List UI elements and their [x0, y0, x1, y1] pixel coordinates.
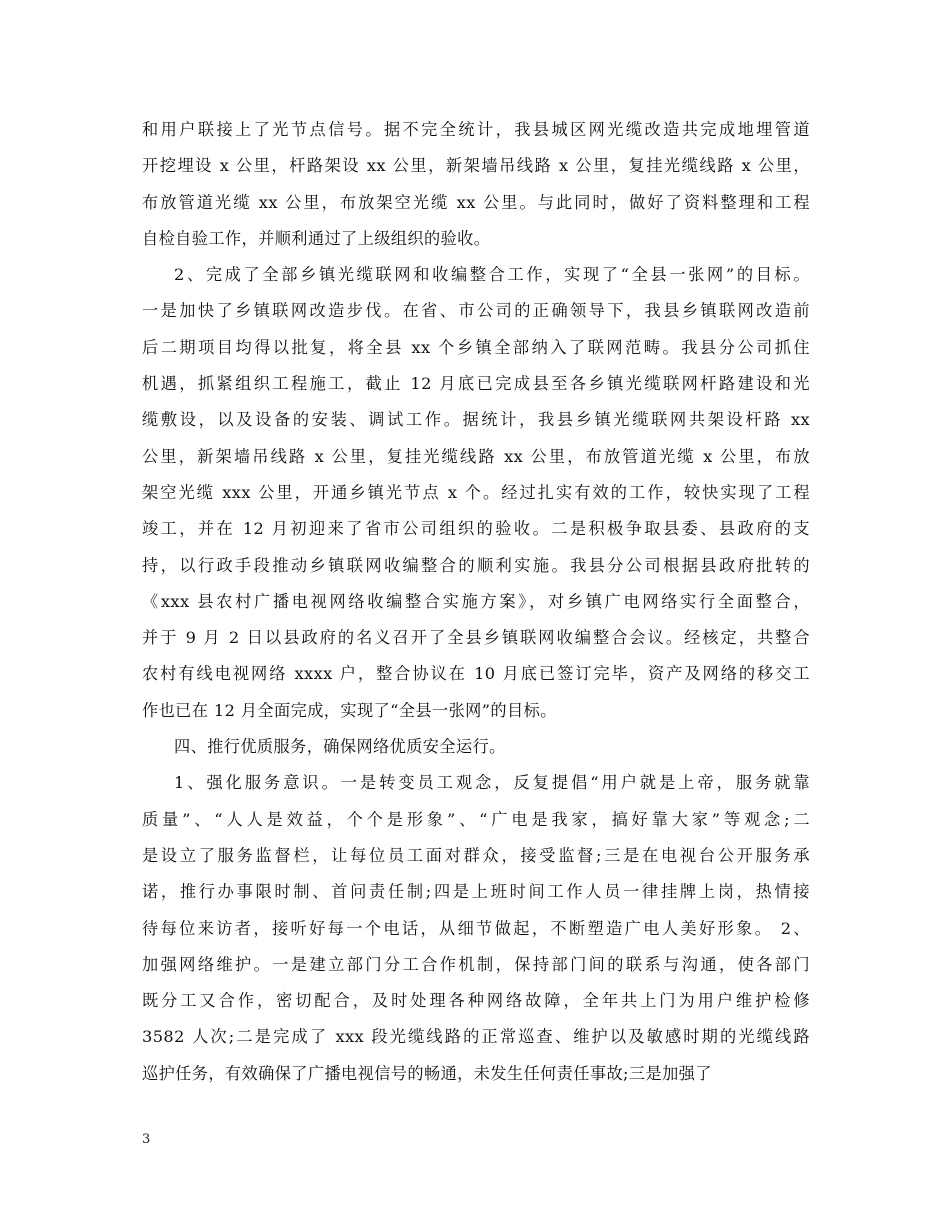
text-line: 既分工又合作，密切配合，及时处理各种网络故障，全年共上门为用户维护检修: [142, 991, 810, 1011]
text-line: 机遇，抓紧组织工程施工，截止 12 月底已完成县至各乡镇光缆联网杆路建设和光: [142, 374, 810, 394]
paragraph: [142, 257, 810, 729]
text-line: 一是加快了乡镇联网改造步伐。在省、市公司的正确领导下，我县乡镇联网改造前: [142, 301, 810, 321]
text-line: 和用户联接上了光节点信号。据不完全统计，我县城区网光缆改造共完成地埋管道: [142, 120, 810, 139]
text-line: 公里，新架墙吊线路 x 公里，复挂光缆线路 xx 公里，布放管道光缆 x 公里，布放: [142, 446, 810, 466]
text-line: 农村有线电视网络 xxxx 户，整合协议在 10 月底已签订完毕，资产及网络的移交工: [142, 664, 810, 684]
paragraph: [142, 729, 810, 765]
text-line: 质量”、“人人是效益，个个是形象”、“广电是我家，搞好靠大家”等观念;二: [142, 809, 810, 829]
paragraph: [142, 112, 810, 257]
text-line: 2、完成了全部乡镇光缆联网和收编整合工作，实现了“全县一张网”的目标。: [174, 265, 810, 285]
text-line: 《xxx 县农村广播电视网络收编整合实施方案》，对乡镇广电网络实行全面整合，: [142, 591, 810, 611]
text-line: 3582 人次;二是完成了 xxx 段光缆线路的正常巡查、维护以及敏感时期的光缆线路: [142, 1027, 810, 1047]
text-line: 作也已在 12 月全面完成，实现了“全县一张网”的目标。: [142, 700, 557, 720]
text-line: 开挖埋设 x 公里，杆路架设 xx 公里，新架墙吊线路 x 公里，复挂光缆线路 x 公里，: [142, 156, 810, 176]
text-line: 布放管道光缆 xx 公里，布放架空光缆 xx 公里。与此同时，做好了资料整理和工程: [142, 192, 810, 212]
page-number: 3: [142, 1132, 151, 1147]
text-line: 后二期项目均得以批复，将全县 xx 个乡镇全部纳入了联网范畴。我县分公司抓住: [142, 337, 810, 357]
text-line: 并于 9 月 2 日以县政府的名义召开了全县乡镇联网收编整合会议。经核定，共整合: [142, 628, 810, 648]
text-line: 1、强化服务意识。一是转变员工观念，反复提倡“用户就是上帝，服务就靠: [174, 773, 810, 793]
text-line: 自检自验工作，并顺利通过了上级组织的验收。: [142, 228, 491, 248]
text-line: 加强网络维护。一是建立部门分工合作机制，保持部门间的联系与沟通，使各部门: [142, 954, 810, 974]
paragraph: [142, 765, 810, 1092]
text-line: 待每位来访者，接听好每一个电话，从细节做起，不断塑造广电人美好形象。 2、: [142, 918, 810, 938]
text-line: 是设立了服务监督栏，让每位员工面对群众，接受监督;三是在电视台公开服务承: [142, 845, 810, 865]
text-line: 架空光缆 xxx 公里，开通乡镇光节点 x 个。经过扎实有效的工作，较快实现了工程: [142, 482, 810, 502]
body-text: [142, 112, 810, 1092]
text-line: 缆敷设，以及设备的安装、调试工作。据统计，我县乡镇光缆联网共架设杆路 xx: [142, 410, 810, 430]
text-line: 竣工，并在 12 月初迎来了省市公司组织的验收。二是积极争取县委、县政府的支: [142, 519, 810, 539]
text-line: 四、推行优质服务，确保网络优质安全运行。: [174, 737, 506, 757]
text-line: 巡护任务，有效确保了广播电视信号的畅通，未发生任何责任事故;三是加强了: [142, 1063, 712, 1083]
text-line: 持，以行政手段推动乡镇联网收编整合的顺利实施。我县分公司根据县政府批转的: [142, 555, 810, 575]
text-line: 诺，推行办事限时制、首问责任制;四是上班时间工作人员一律挂牌上岗，热情接: [142, 882, 810, 902]
